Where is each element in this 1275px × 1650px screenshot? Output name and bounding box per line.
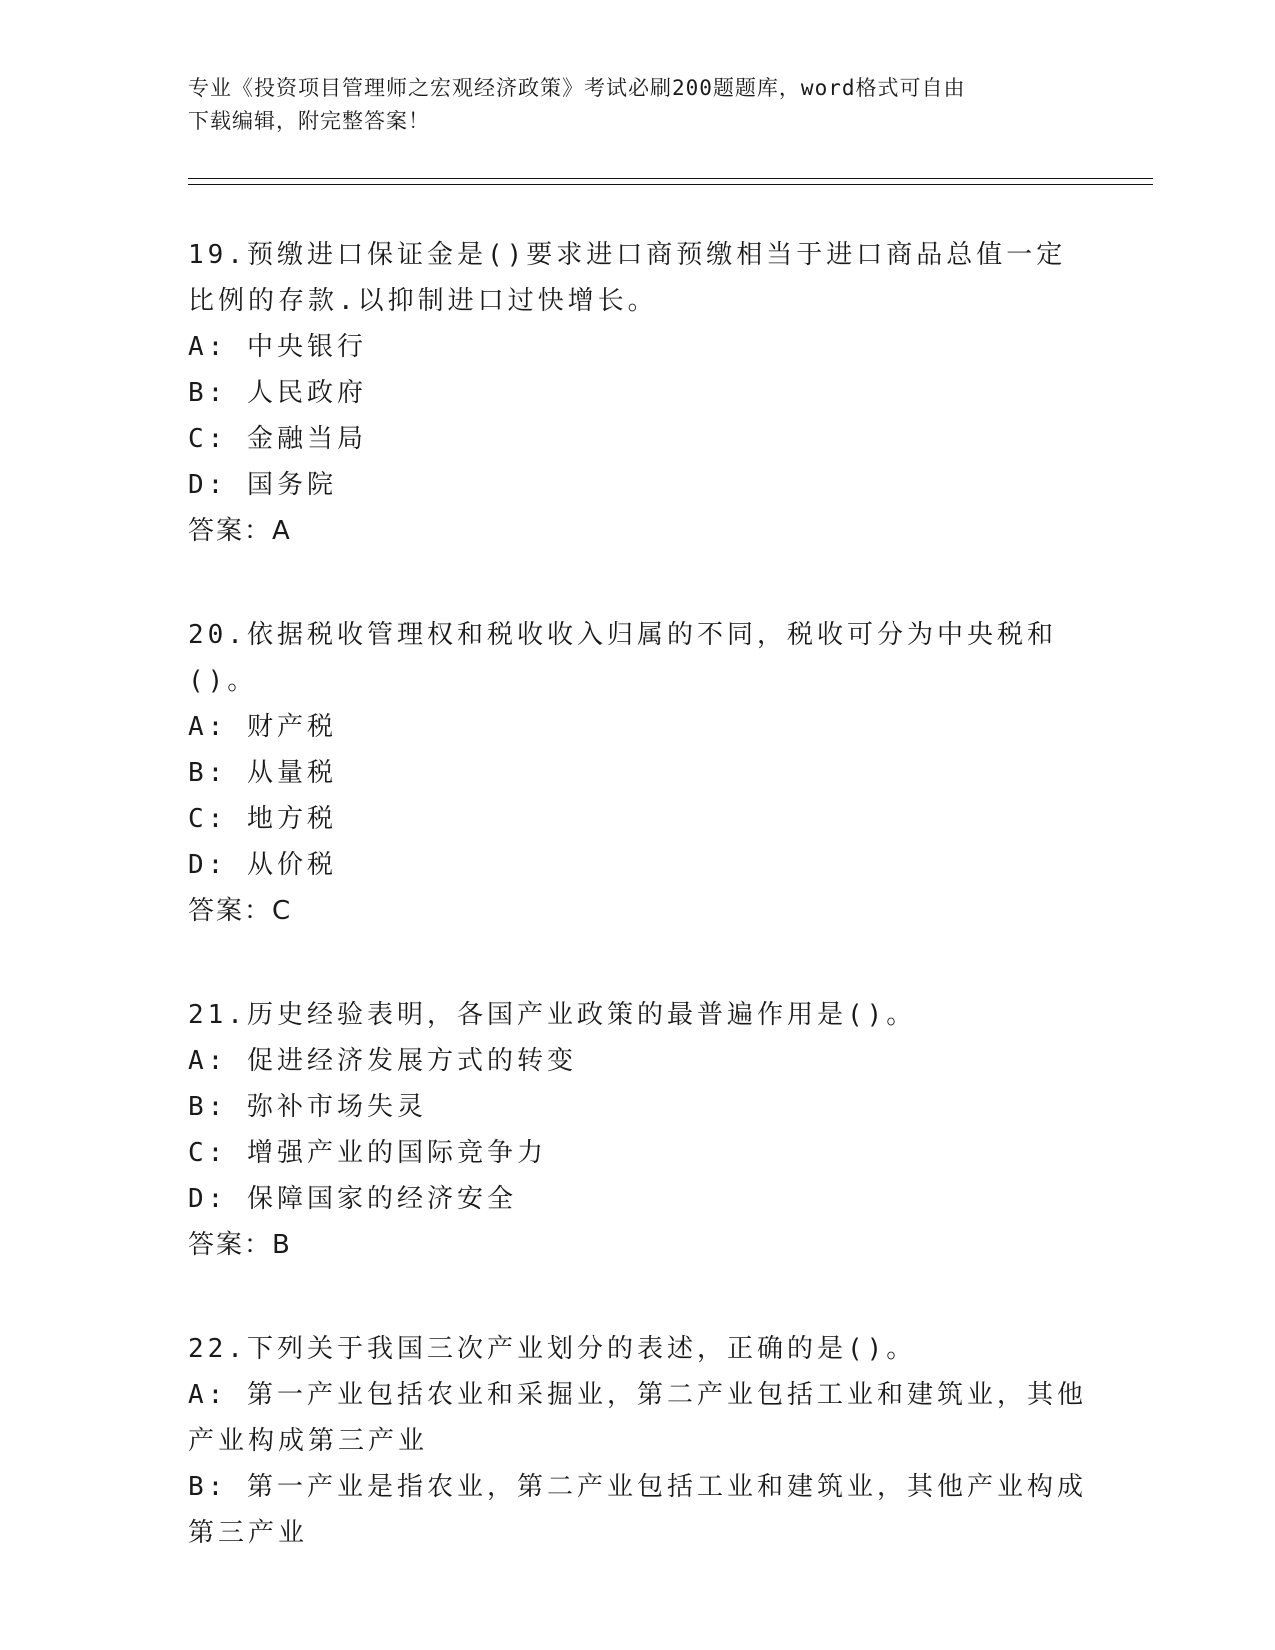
question-list <box>188 232 1088 1614</box>
option-d: D: 国务院 <box>188 470 337 500</box>
option-c: C: 金融当局 <box>188 424 367 454</box>
header-divider-bottom <box>188 184 1153 185</box>
answer-label: 答案：A <box>188 516 292 546</box>
question-text: 20.依据税收管理权和税收收入归属的不同，税收可分为中央税和()。 <box>188 620 1057 696</box>
option-b: B: 人民政府 <box>188 378 367 408</box>
header-line-1: 专业《投资项目管理师之宏观经济政策》考试必刷200题题库，word格式可自由 <box>188 76 966 100</box>
option-c: C: 增强产业的国际竞争力 <box>188 1138 547 1168</box>
question-text: 21.历史经验表明，各国产业政策的最普遍作用是()。 <box>188 1000 917 1030</box>
question-22 <box>188 1326 1088 1556</box>
option-d: D: 从价税 <box>188 850 337 880</box>
answer-label: 答案：C <box>188 896 293 926</box>
option-b: B: 从量税 <box>188 758 337 788</box>
question-text: 19.预缴进口保证金是()要求进口商预缴相当于进口商品总值一定比例的存款.以抑制进口过快增长。 <box>188 240 1067 316</box>
option-a: A: 第一产业包括农业和采掘业，第二产业包括工业和建筑业，其他产业构成第三产业 <box>188 1380 1087 1456</box>
header-divider-top <box>188 178 1153 179</box>
option-a: A: 财产税 <box>188 712 337 742</box>
option-a: A: 促进经济发展方式的转变 <box>188 1046 577 1076</box>
question-19 <box>188 232 1088 554</box>
header-line-2: 下载编辑，附完整答案！ <box>188 109 430 133</box>
option-d: D: 保障国家的经济安全 <box>188 1184 517 1214</box>
answer-label: 答案：B <box>188 1230 292 1260</box>
option-c: C: 地方税 <box>188 804 337 834</box>
document-header <box>188 72 1088 138</box>
option-b: B: 弥补市场失灵 <box>188 1092 427 1122</box>
option-b: B: 第一产业是指农业，第二产业包括工业和建筑业，其他产业构成第三产业 <box>188 1472 1087 1548</box>
question-20 <box>188 612 1088 934</box>
question-21 <box>188 992 1088 1268</box>
option-a: A: 中央银行 <box>188 332 367 362</box>
question-text: 22.下列关于我国三次产业划分的表述，正确的是()。 <box>188 1334 917 1364</box>
